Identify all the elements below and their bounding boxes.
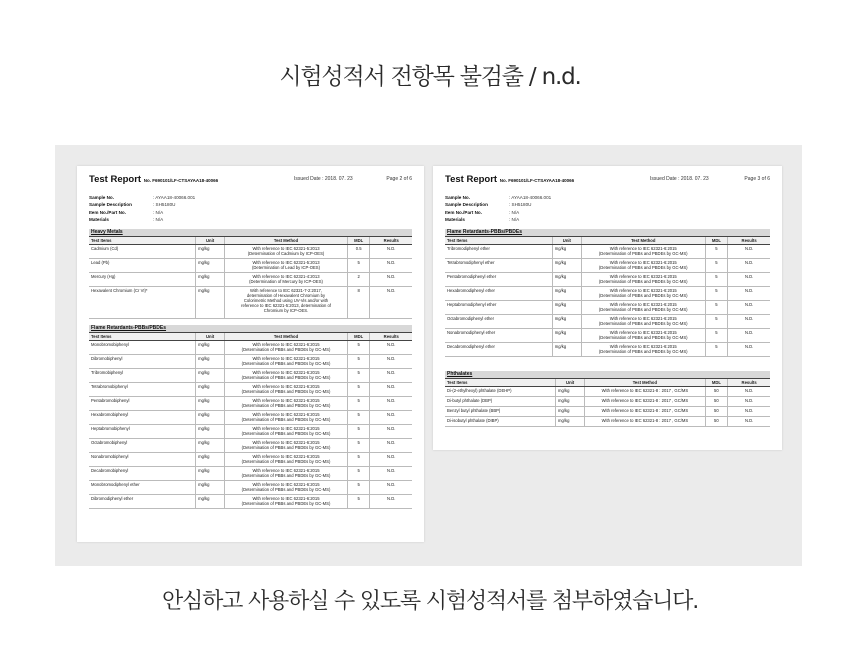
column-header: Test Method (585, 379, 705, 387)
table-row (89, 439, 412, 453)
method-cell: With reference to IEC 62321-6:2015 (Determination of PBBs and PBDEs by GC-MS) (582, 287, 706, 301)
test-item-cell: Hexavalent Chromium (Cr VI)* (89, 287, 196, 319)
unit-cell: mg/kg (196, 259, 225, 273)
table-row (445, 329, 770, 343)
mdl-cell: 5 (347, 397, 370, 411)
result-cell: N.D. (370, 453, 412, 467)
table-row (445, 397, 770, 407)
meta-key: Sample No. (89, 195, 115, 200)
unit-cell: mg/kg (196, 439, 225, 453)
page-number: Page 2 of 6 (386, 176, 412, 182)
mdl-cell: 50 (705, 407, 728, 417)
meta-row (89, 201, 412, 208)
column-header: Results (728, 237, 770, 245)
meta-value: : N/A (153, 216, 164, 222)
table-row (89, 383, 412, 397)
method-cell: With reference to IEC 62321-4:2013 (Determination of Mercury by ICP-OES) (225, 273, 348, 287)
test-item-cell: Decabromodiphenyl ether (445, 343, 552, 357)
method-cell: With reference to IEC 62321-6:2015 (Determination of PBBs and PBDEs by GC-MS) (582, 343, 706, 357)
column-header: Unit (556, 379, 585, 387)
section-title: Phthalates (445, 371, 770, 378)
test-item-cell: Tetrabromobiphenyl (89, 383, 196, 397)
method-cell: With reference to IEC 62321-6:2015 (Determination of PBBs and PBDEs by GC-MS) (225, 411, 348, 425)
method-cell: With reference to IEC 62321-7-2:2017, determination of Hexavalent Chromium by Colorimetric Method using UV-Vis and/or with reference to IEC 62321-5:2013, determination of Chromium by ICP-OES. (225, 287, 348, 319)
method-cell: With reference to IEC 62321-6:2015 (Determination of PBBs and PBDEs by GC-MS) (582, 315, 706, 329)
column-header: Unit (196, 237, 225, 245)
result-cell: N.D. (370, 439, 412, 453)
test-item-cell: Tribromobiphenyl (89, 369, 196, 383)
unit-cell: mg/kg (552, 245, 581, 259)
unit-cell: mg/kg (196, 355, 225, 369)
unit-cell: mg/kg (196, 369, 225, 383)
unit-cell: mg/kg (552, 315, 581, 329)
result-cell: N.D. (370, 245, 412, 259)
table-row (89, 245, 412, 259)
table-header-row (445, 237, 770, 245)
unit-cell: mg/kg (196, 411, 225, 425)
result-cell: N.D. (370, 481, 412, 495)
unit-cell: mg/kg (556, 397, 585, 407)
unit-cell: mg/kg (552, 329, 581, 343)
table-row (89, 411, 412, 425)
column-header: Results (370, 333, 412, 341)
unit-cell: mg/kg (196, 273, 225, 287)
meta-row (445, 216, 770, 223)
unit-cell: mg/kg (552, 273, 581, 287)
result-cell: N.D. (370, 369, 412, 383)
column-header: Test Method (225, 333, 348, 341)
mdl-cell: 5 (347, 439, 370, 453)
unit-cell: mg/kg (556, 407, 585, 417)
report-header (89, 174, 412, 192)
result-cell: N.D. (370, 287, 412, 319)
test-item-cell: Octabromodiphenyl ether (445, 315, 552, 329)
unit-cell: mg/kg (552, 287, 581, 301)
test-item-cell: Tribromodiphenyl ether (445, 245, 552, 259)
method-cell: With reference to IEC 62321-6:2015 (Determination of PBBs and PBDEs by GC-MS) (225, 397, 348, 411)
table-row (89, 453, 412, 467)
meta-value: : AYAA18-40066.001 (509, 195, 552, 200)
mdl-cell: 5 (347, 495, 370, 509)
result-cell: N.D. (370, 425, 412, 439)
result-cell: N.D. (370, 383, 412, 397)
mdl-cell: 5 (705, 301, 728, 315)
test-item-cell: Heptabromodiphenyl ether (445, 301, 552, 315)
meta-value: : SH5180U (509, 202, 532, 208)
mdl-cell: 5 (347, 355, 370, 369)
mdl-cell: 5 (347, 369, 370, 383)
result-cell: N.D. (728, 343, 770, 357)
unit-cell: mg/kg (552, 301, 581, 315)
meta-value: : N/A (153, 209, 164, 215)
meta-row (445, 209, 770, 216)
unit-cell: mg/kg (196, 495, 225, 509)
meta-value: : SH5180U (153, 202, 176, 208)
report-page-3 (433, 166, 782, 450)
mdl-cell: 5 (347, 467, 370, 481)
result-cell: N.D. (728, 259, 770, 273)
mdl-cell: 5 (347, 411, 370, 425)
mdl-cell: 50 (705, 417, 728, 427)
result-cell: N.D. (370, 341, 412, 355)
table-row (89, 467, 412, 481)
column-header: Test Items (445, 237, 552, 245)
result-cell: N.D. (370, 495, 412, 509)
column-header: MDL (705, 237, 728, 245)
meta-key: Item No./Part No. (89, 209, 127, 215)
test-item-cell: Di-butyl phthalate (DBP) (445, 397, 556, 407)
test-item-cell: Pentabromobiphenyl (89, 397, 196, 411)
result-cell: N.D. (370, 467, 412, 481)
mdl-cell: 8 (347, 287, 370, 319)
table-header-row (445, 379, 770, 387)
table-row (89, 273, 412, 287)
meta-key: Materials (445, 216, 465, 222)
table-row (89, 341, 412, 355)
unit-cell: mg/kg (552, 343, 581, 357)
section-title: Flame Retardants-PBBs/PBDEs (89, 325, 412, 332)
table-row (445, 417, 770, 427)
test-item-cell: Benzyl butyl phthalate (BBP) (445, 407, 556, 417)
page-number: Page 3 of 6 (744, 176, 770, 182)
table-row (89, 369, 412, 383)
meta-key: Item No./Part No. (445, 209, 483, 215)
table-row (445, 407, 770, 417)
test-item-cell: Nonabromobiphenyl (89, 453, 196, 467)
method-cell: With reference to IEC 62321-6:2015 (Determination of PBBs and PBDEs by GC-MS) (582, 259, 706, 273)
table-row (89, 355, 412, 369)
result-cell: N.D. (728, 301, 770, 315)
section-title: Heavy Metals (89, 229, 412, 236)
report-panel (55, 145, 802, 566)
mdl-cell: 5 (705, 343, 728, 357)
table-row (89, 397, 412, 411)
meta-row (445, 201, 770, 208)
method-cell: With reference to IEC 62321-6:2015 (Determination of PBBs and PBDEs by GC-MS) (225, 495, 348, 509)
results-section (445, 229, 770, 357)
table-row (89, 425, 412, 439)
table-header-row (89, 333, 412, 341)
mdl-cell: 5 (347, 481, 370, 495)
page-footer-text: 안심하고 사용하실 수 있도록 시험성적서를 첨부하였습니다. (161, 589, 699, 614)
mdl-cell: 5 (347, 383, 370, 397)
method-cell: With reference to IEC 62321-6:2015 (Determination of PBBs and PBDEs by GC-MS) (225, 341, 348, 355)
mdl-cell: 0.5 (347, 245, 370, 259)
result-cell: N.D. (728, 397, 770, 407)
meta-key: Materials (89, 216, 109, 222)
unit-cell: mg/kg (196, 341, 225, 355)
table-row (445, 259, 770, 273)
method-cell: With reference to IEC 62321-8 : 2017 , GC/MS (585, 387, 705, 397)
unit-cell: mg/kg (196, 383, 225, 397)
meta-row (89, 216, 412, 223)
method-cell: With reference to IEC 62321-6:2015 (Determination of PBBs and PBDEs by GC-MS) (582, 329, 706, 343)
unit-cell: mg/kg (552, 259, 581, 273)
column-header: Unit (552, 237, 581, 245)
test-item-cell: Monobromodiphenyl ether (89, 481, 196, 495)
column-header: MDL (347, 333, 370, 341)
mdl-cell: 5 (705, 329, 728, 343)
meta-row (89, 194, 412, 201)
column-header: Test Items (89, 333, 196, 341)
method-cell: With reference to IEC 62321-8 : 2017 , GC/MS (585, 417, 705, 427)
mdl-cell: 5 (347, 259, 370, 273)
result-cell: N.D. (370, 411, 412, 425)
page-headline: 시험성적서 전항목 불검출 / n.d. (279, 64, 581, 90)
method-cell: With reference to IEC 62321-6:2015 (Determination of PBBs and PBDEs by GC-MS) (225, 425, 348, 439)
meta-key: Sample Description (445, 202, 488, 208)
method-cell: With reference to IEC 62321-6:2015 (Determination of PBBs and PBDEs by GC-MS) (225, 355, 348, 369)
column-header: MDL (705, 379, 728, 387)
method-cell: With reference to IEC 62321-6:2015 (Determination of PBBs and PBDEs by GC-MS) (225, 481, 348, 495)
method-cell: With reference to IEC 62321-6:2015 (Determination of PBBs and PBDEs by GC-MS) (225, 439, 348, 453)
column-header: Test Method (582, 237, 706, 245)
result-cell: N.D. (728, 407, 770, 417)
test-item-cell: Cadmium (Cd) (89, 245, 196, 259)
result-cell: N.D. (728, 273, 770, 287)
column-header: Unit (196, 333, 225, 341)
report-title: Test Report No. F690101/LF-CTSAYAA18-40066 (445, 174, 575, 185)
unit-cell: mg/kg (196, 467, 225, 481)
unit-cell: mg/kg (196, 397, 225, 411)
mdl-cell: 50 (705, 387, 728, 397)
table-row (89, 481, 412, 495)
meta-key: Sample No. (445, 195, 471, 200)
mdl-cell: 5 (705, 273, 728, 287)
unit-cell: mg/kg (196, 287, 225, 319)
result-cell: N.D. (728, 315, 770, 329)
method-cell: With reference to IEC 62321-6:2015 (Determination of PBBs and PBDEs by GC-MS) (582, 301, 706, 315)
issued-date: Issued Date : 2018. 07. 23 (294, 176, 353, 182)
meta-value: : N/A (509, 216, 520, 222)
section-title: Flame Retardants-PBBs/PBDEs (445, 229, 770, 236)
meta-value: : AYAA18-40066.001 (153, 195, 196, 200)
mdl-cell: 5 (705, 315, 728, 329)
method-cell: With reference to IEC 62321-8 : 2017 , GC/MS (585, 397, 705, 407)
test-item-cell: Lead (Pb) (89, 259, 196, 273)
unit-cell: mg/kg (556, 417, 585, 427)
unit-cell: mg/kg (196, 481, 225, 495)
meta-row (445, 194, 770, 201)
mdl-cell: 5 (347, 341, 370, 355)
unit-cell: mg/kg (556, 387, 585, 397)
test-item-cell: Mercury (Hg) (89, 273, 196, 287)
test-item-cell: Heptabromobiphenyl (89, 425, 196, 439)
meta-key: Sample Description (89, 202, 132, 208)
column-header: Test Items (445, 379, 556, 387)
method-cell: With reference to IEC 62321-6:2015 (Determination of PBBs and PBDEs by GC-MS) (225, 453, 348, 467)
test-item-cell: Octabromobiphenyl (89, 439, 196, 453)
result-cell: N.D. (370, 397, 412, 411)
test-item-cell: Di-(2-ethylhexyl) phthalate (DEHP) (445, 387, 556, 397)
report-page-2 (77, 166, 424, 542)
result-cell: N.D. (728, 245, 770, 259)
table-row (89, 287, 412, 319)
method-cell: With reference to IEC 62321-6:2015 (Determination of PBBs and PBDEs by GC-MS) (582, 245, 706, 259)
sample-meta (445, 194, 770, 223)
mdl-cell: 2 (347, 273, 370, 287)
test-item-cell: Di-isobutyl phthalate (DIBP) (445, 417, 556, 427)
results-table (89, 332, 412, 509)
test-item-cell: Monobromobiphenyl (89, 341, 196, 355)
test-item-cell: Pentabromodiphenyl ether (445, 273, 552, 287)
sample-meta (89, 194, 412, 223)
method-cell: With reference to IEC 62321-6:2015 (Determination of PBBs and PBDEs by GC-MS) (225, 467, 348, 481)
method-cell: With reference to IEC 62321-5:2013 (Determination of Lead by ICP-OES) (225, 259, 348, 273)
column-header: MDL (347, 237, 370, 245)
report-title: Test Report No. F690101/LF-CTSAYAA18-40066 (89, 174, 219, 185)
table-row (445, 301, 770, 315)
mdl-cell: 5 (347, 425, 370, 439)
unit-cell: mg/kg (196, 245, 225, 259)
table-row (445, 387, 770, 397)
result-cell: N.D. (728, 329, 770, 343)
unit-cell: mg/kg (196, 425, 225, 439)
method-cell: With reference to IEC 62321-5:2013 (Determination of Cadmium by ICP-OES) (225, 245, 348, 259)
column-header: Test Method (225, 237, 348, 245)
table-row (445, 343, 770, 357)
test-item-cell: Hexabromodiphenyl ether (445, 287, 552, 301)
method-cell: With reference to IEC 62321-6:2015 (Determination of PBBs and PBDEs by GC-MS) (225, 383, 348, 397)
report-header (445, 174, 770, 192)
test-item-cell: Tetrabromodiphenyl ether (445, 259, 552, 273)
report-number: No. F690101/LF-CTSAYAA18-40066 (499, 178, 575, 183)
column-header: Results (370, 237, 412, 245)
unit-cell: mg/kg (196, 453, 225, 467)
meta-row (89, 209, 412, 216)
test-item-cell: Hexabromobiphenyl (89, 411, 196, 425)
meta-value: : N/A (509, 209, 520, 215)
mdl-cell: 5 (705, 259, 728, 273)
column-header: Results (728, 379, 770, 387)
table-row (89, 259, 412, 273)
results-section (89, 229, 412, 319)
test-item-cell: Dibromodiphenyl ether (89, 495, 196, 509)
results-section (445, 371, 770, 427)
test-item-cell: Dibromobiphenyl (89, 355, 196, 369)
table-header-row (89, 237, 412, 245)
results-table (445, 378, 770, 427)
issued-date: Issued Date : 2018. 07. 23 (650, 176, 709, 182)
results-table (89, 236, 412, 319)
report-number: No. F690101/LF-CTSAYAA18-40066 (143, 178, 219, 183)
result-cell: N.D. (728, 417, 770, 427)
result-cell: N.D. (370, 273, 412, 287)
results-table (445, 236, 770, 357)
table-row (445, 315, 770, 329)
method-cell: With reference to IEC 62321-6:2015 (Determination of PBBs and PBDEs by GC-MS) (225, 369, 348, 383)
table-row (89, 495, 412, 509)
result-cell: N.D. (370, 259, 412, 273)
mdl-cell: 5 (705, 287, 728, 301)
results-section (89, 325, 412, 509)
test-item-cell: Nonabromodiphenyl ether (445, 329, 552, 343)
table-row (445, 245, 770, 259)
mdl-cell: 50 (705, 397, 728, 407)
method-cell: With reference to IEC 62321-8 : 2017 , GC/MS (585, 407, 705, 417)
table-row (445, 287, 770, 301)
result-cell: N.D. (728, 387, 770, 397)
result-cell: N.D. (728, 287, 770, 301)
mdl-cell: 5 (705, 245, 728, 259)
result-cell: N.D. (370, 355, 412, 369)
column-header: Test Items (89, 237, 196, 245)
mdl-cell: 5 (347, 453, 370, 467)
test-item-cell: Decabromobiphenyl (89, 467, 196, 481)
table-row (445, 273, 770, 287)
method-cell: With reference to IEC 62321-6:2015 (Determination of PBBs and PBDEs by GC-MS) (582, 273, 706, 287)
